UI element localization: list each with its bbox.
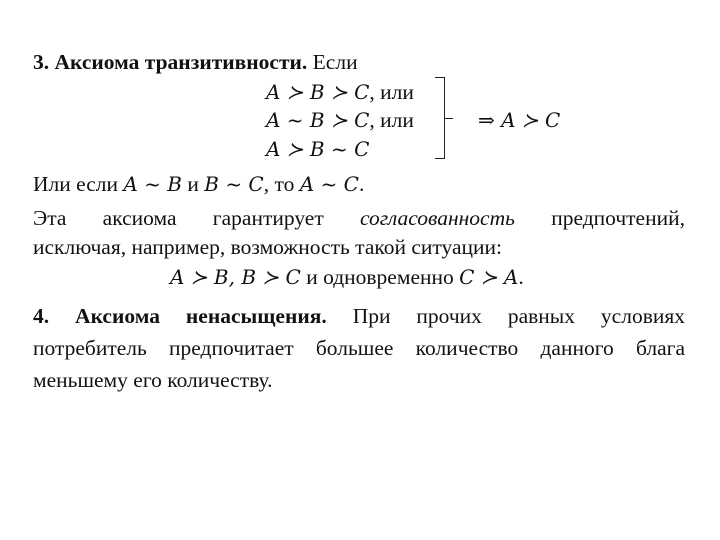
case-expr-2: A ~ B ≻ C xyxy=(266,108,370,132)
or-prefix: Или если xyxy=(33,172,124,196)
axiom4-line-1-text: При прочих равных условиях xyxy=(326,304,685,328)
or-expr-1: A ~ B xyxy=(123,172,182,196)
para1-start: Эта аксиома гарантирует xyxy=(33,206,361,230)
axiom4-line-3-text: меньшему его количеству. xyxy=(33,368,273,392)
bracket-tick xyxy=(445,118,453,119)
or-end: . xyxy=(358,172,365,196)
para2-text: исключая, например, возможность такой ситуации: xyxy=(33,235,503,259)
or-if-line xyxy=(33,171,364,198)
axiom4-line-1 xyxy=(33,303,685,330)
case-suffix-1: , или xyxy=(369,80,414,104)
example-end: . xyxy=(518,265,524,289)
cases-bracket xyxy=(435,77,445,159)
axiom3-heading-tail: Если xyxy=(307,50,358,74)
axiom4-heading: 4. Аксиома ненасыщения. xyxy=(33,304,327,328)
para2-line xyxy=(33,234,502,261)
example-middle: и одновременно xyxy=(300,265,460,289)
example-expr-2: C ≻ A xyxy=(459,265,519,289)
axiom4-line-2-text: потребитель предпочитает большее количество данного блага xyxy=(33,336,685,360)
example-line xyxy=(170,264,524,291)
axiom4-line-3 xyxy=(33,367,273,394)
or-expr-3: A ~ C xyxy=(299,172,359,196)
case-line-1 xyxy=(266,79,414,106)
axiom3-heading: 3. Аксиома транзитивности. xyxy=(33,50,308,74)
case-expr-3: A ≻ B ~ C xyxy=(266,137,370,161)
or-then: , то xyxy=(263,172,300,196)
implication-line xyxy=(478,107,560,134)
axiom3-heading-line xyxy=(33,49,358,76)
case-suffix-2: , или xyxy=(369,108,414,132)
case-expr-1: A ≻ B ≻ C xyxy=(266,80,370,104)
para1-line xyxy=(33,205,685,232)
example-expr-1: A ≻ B, B ≻ C xyxy=(170,265,301,289)
implication-expr: ⇒ A ≻ C xyxy=(478,108,561,132)
or-expr-2: B ~ C xyxy=(204,172,264,196)
or-and: и xyxy=(182,172,205,196)
axiom4-line-2 xyxy=(33,335,685,362)
case-line-3 xyxy=(266,136,369,163)
para1-end: предпочтений, xyxy=(514,206,685,230)
case-line-2 xyxy=(266,107,414,134)
para1-emph: согласованность xyxy=(360,206,515,230)
